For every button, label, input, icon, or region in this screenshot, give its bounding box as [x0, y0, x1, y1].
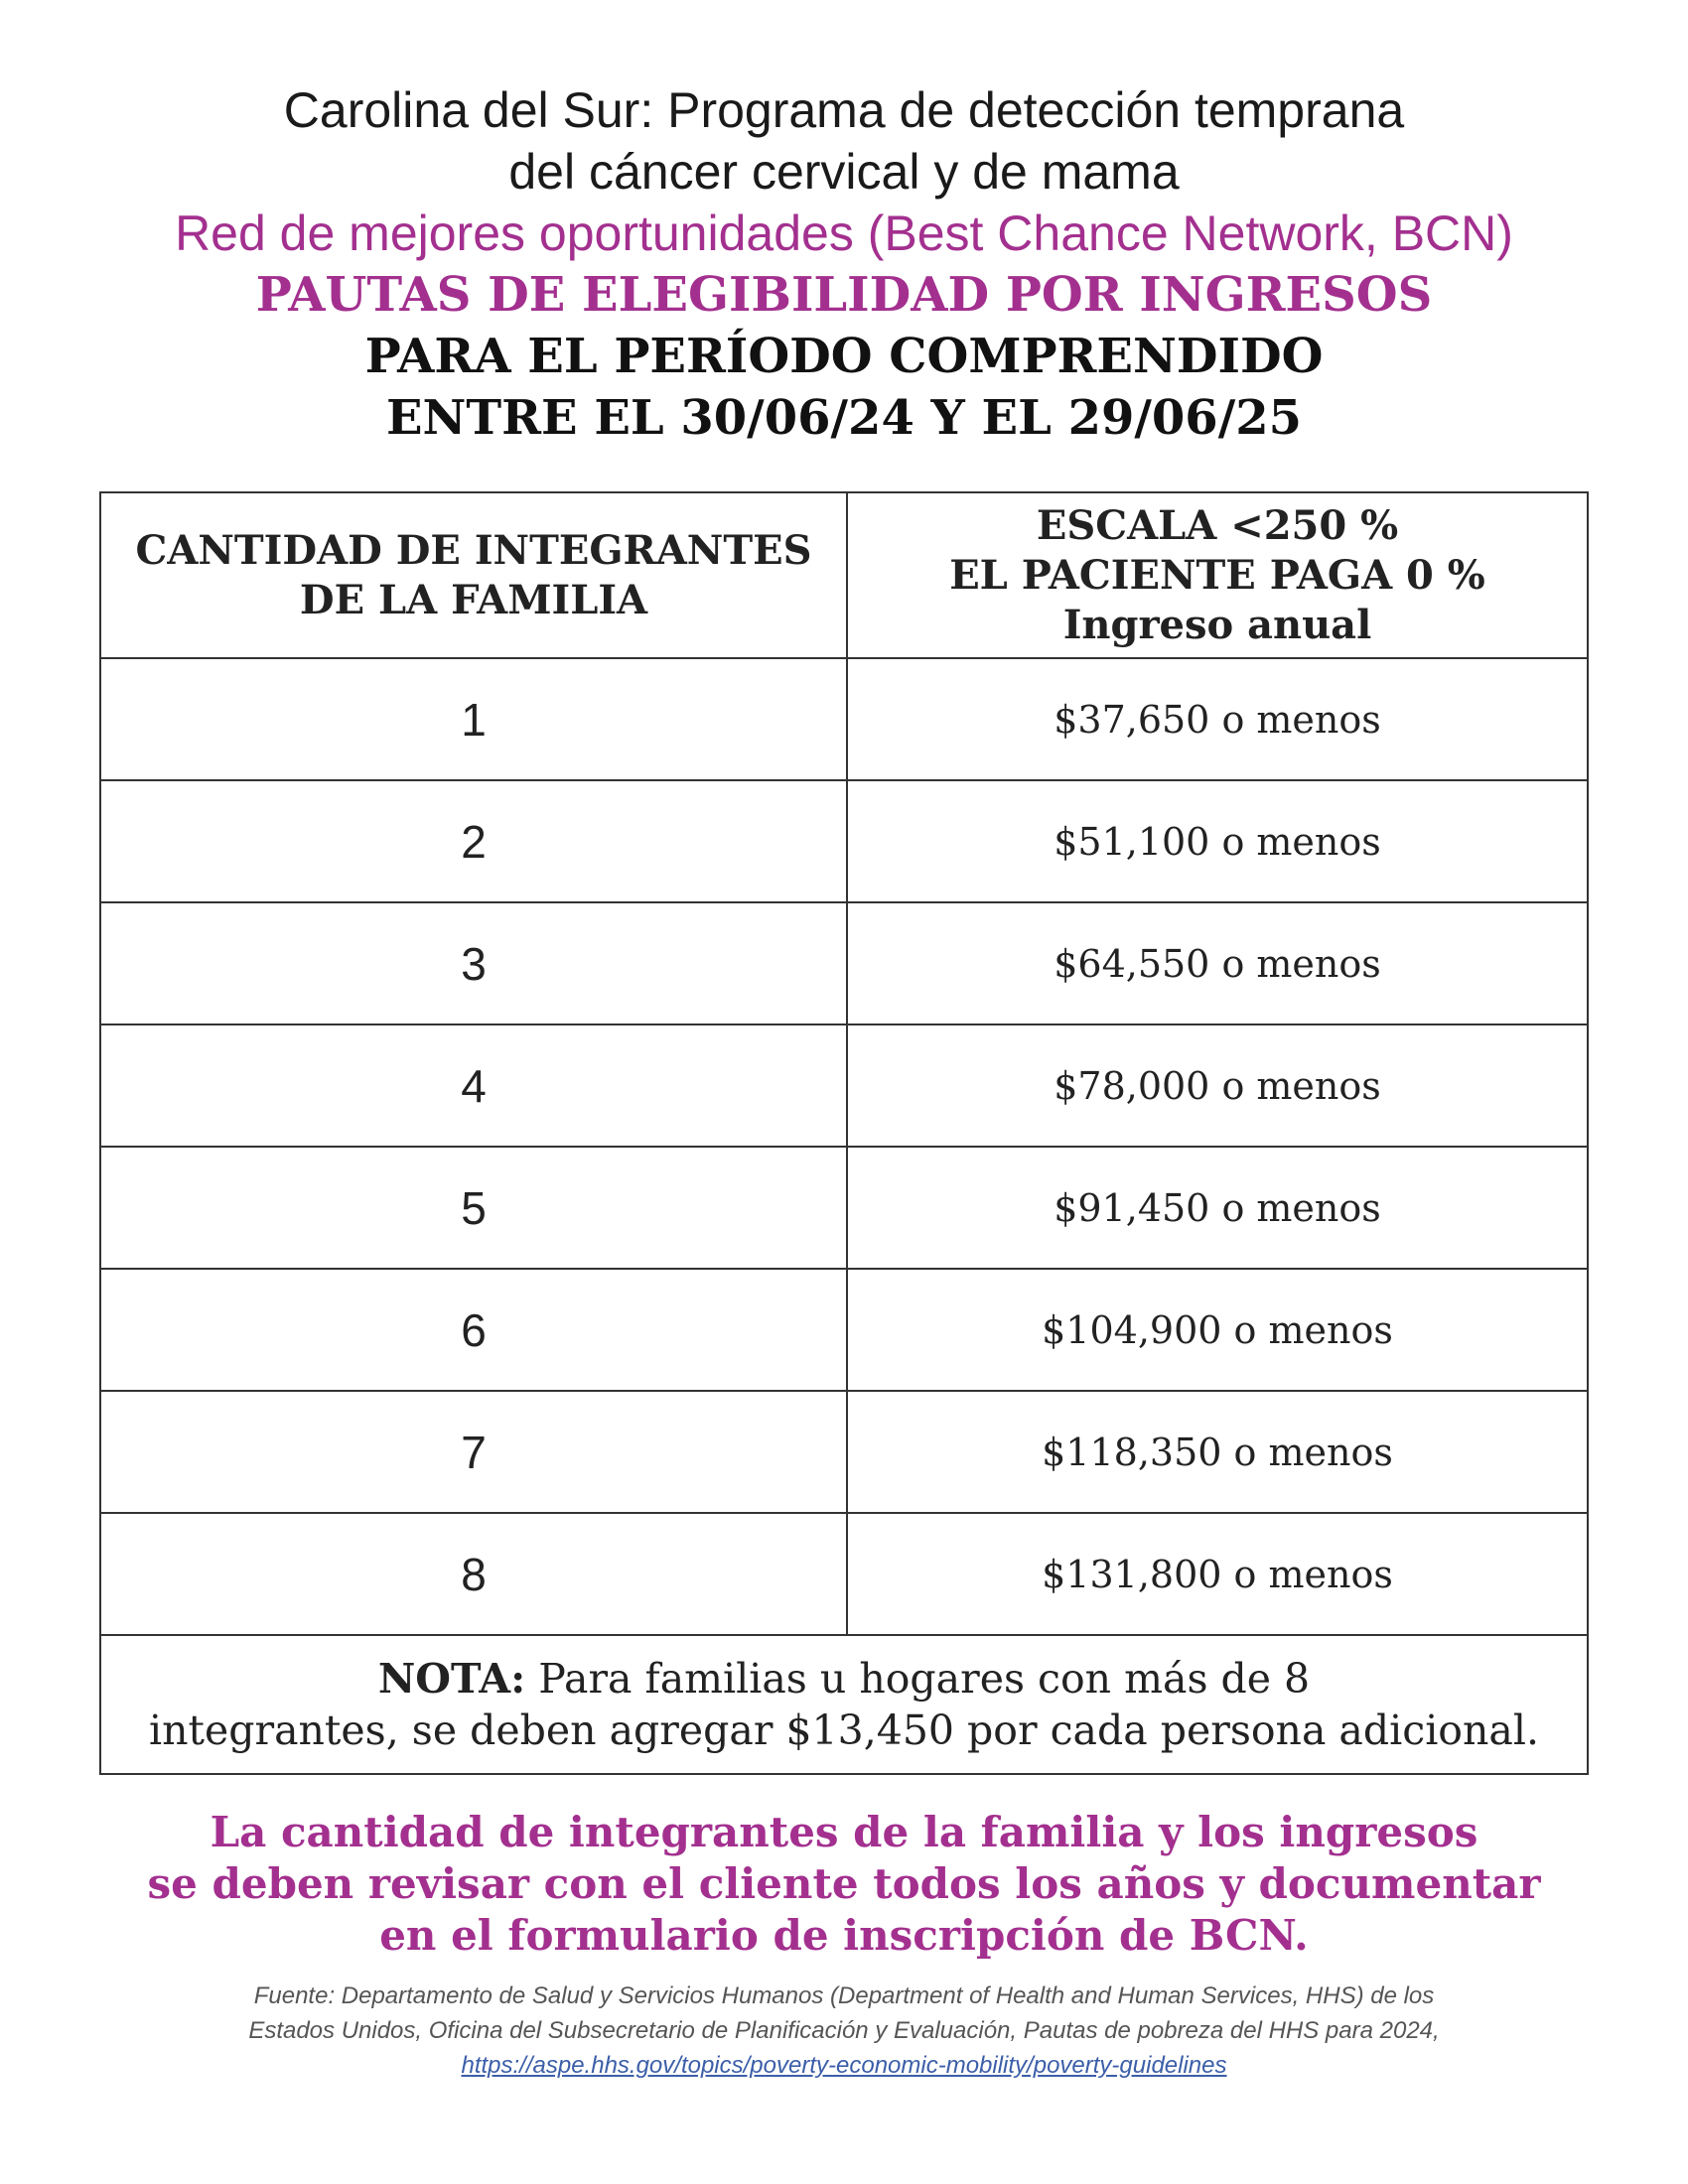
note-text-1: Para familias u hogares con más de 8 [525, 1655, 1311, 1703]
income-cell: $51,100 o menos [847, 780, 1588, 902]
note-label: NOTA: [377, 1655, 526, 1703]
reminder-line-2: se deben revisar con el cliente todos los años y documentar [147, 1859, 1541, 1908]
table-row [100, 1269, 1588, 1391]
table-row [100, 1147, 1588, 1269]
income-cell: $78,000 o menos [847, 1024, 1588, 1147]
guidelines-heading: PAUTAS DE ELEGIBILIDAD POR INGRESOS [255, 267, 1433, 323]
source-line-1: Fuente: Departamento de Salud y Servicios Humanos (Department of Health and Human Services, HHS) de los [253, 1982, 1435, 2009]
period-heading-line-2: ENTRE EL 30/06/24 Y EL 29/06/25 [385, 390, 1303, 446]
note-row [100, 1635, 1588, 1774]
income-cell: $104,900 o menos [847, 1269, 1588, 1391]
table-header-row [100, 492, 1588, 658]
table-row [100, 1024, 1588, 1147]
income-cell: $37,650 o menos [847, 658, 1588, 780]
source-line-2: Estados Unidos, Oficina del Subsecretario de Planificación y Evaluación, Pautas de pobreza del HHS para 2024, [248, 2017, 1440, 2044]
period-heading-line-1: PARA EL PERÍODO COMPRENDIDO [364, 329, 1324, 384]
family-size-header: CANTIDAD DE INTEGRANTES DE LA FAMILIA [100, 492, 847, 658]
family-size-cell: 4 [100, 1024, 847, 1147]
title-line-2: del cáncer cervical y de mama [508, 144, 1180, 200]
income-cell: $131,800 o menos [847, 1513, 1588, 1635]
table-row [100, 1513, 1588, 1635]
eligibility-table [99, 491, 1589, 1775]
reminder-line-1: La cantidad de integrantes de la familia y los ingresos [210, 1808, 1478, 1856]
table-row [100, 658, 1588, 780]
income-cell: $91,450 o menos [847, 1147, 1588, 1269]
income-header: ESCALA <250 % EL PACIENTE PAGA 0 % Ingreso anual [847, 492, 1588, 658]
title-line-1: Carolina del Sur: Programa de detección temprana [283, 82, 1405, 138]
note-cell [100, 1635, 1588, 1774]
source-citation [0, 1979, 1688, 2083]
family-size-cell: 8 [100, 1513, 847, 1635]
source-link[interactable]: https://aspe.hhs.gov/topics/poverty-economic-mobility/poverty-guidelines [461, 2052, 1227, 2079]
table-row [100, 902, 1588, 1024]
family-size-cell: 1 [100, 658, 847, 780]
note-text-2: integrantes, se deben agregar $13,450 por cada persona adicional. [148, 1706, 1539, 1754]
income-cell: $118,350 o menos [847, 1391, 1588, 1513]
family-size-cell: 5 [100, 1147, 847, 1269]
income-cell: $64,550 o menos [847, 902, 1588, 1024]
review-reminder [0, 1807, 1688, 1962]
reminder-line-3: en el formulario de inscripción de BCN. [379, 1911, 1309, 1960]
network-subtitle: Red de mejores oportunidades (Best Chance Network, BCN) [175, 205, 1513, 261]
family-size-cell: 6 [100, 1269, 847, 1391]
family-size-cell: 3 [100, 902, 847, 1024]
page-header [0, 79, 1688, 449]
table-row [100, 1391, 1588, 1513]
table-row [100, 780, 1588, 902]
family-size-cell: 7 [100, 1391, 847, 1513]
family-size-cell: 2 [100, 780, 847, 902]
